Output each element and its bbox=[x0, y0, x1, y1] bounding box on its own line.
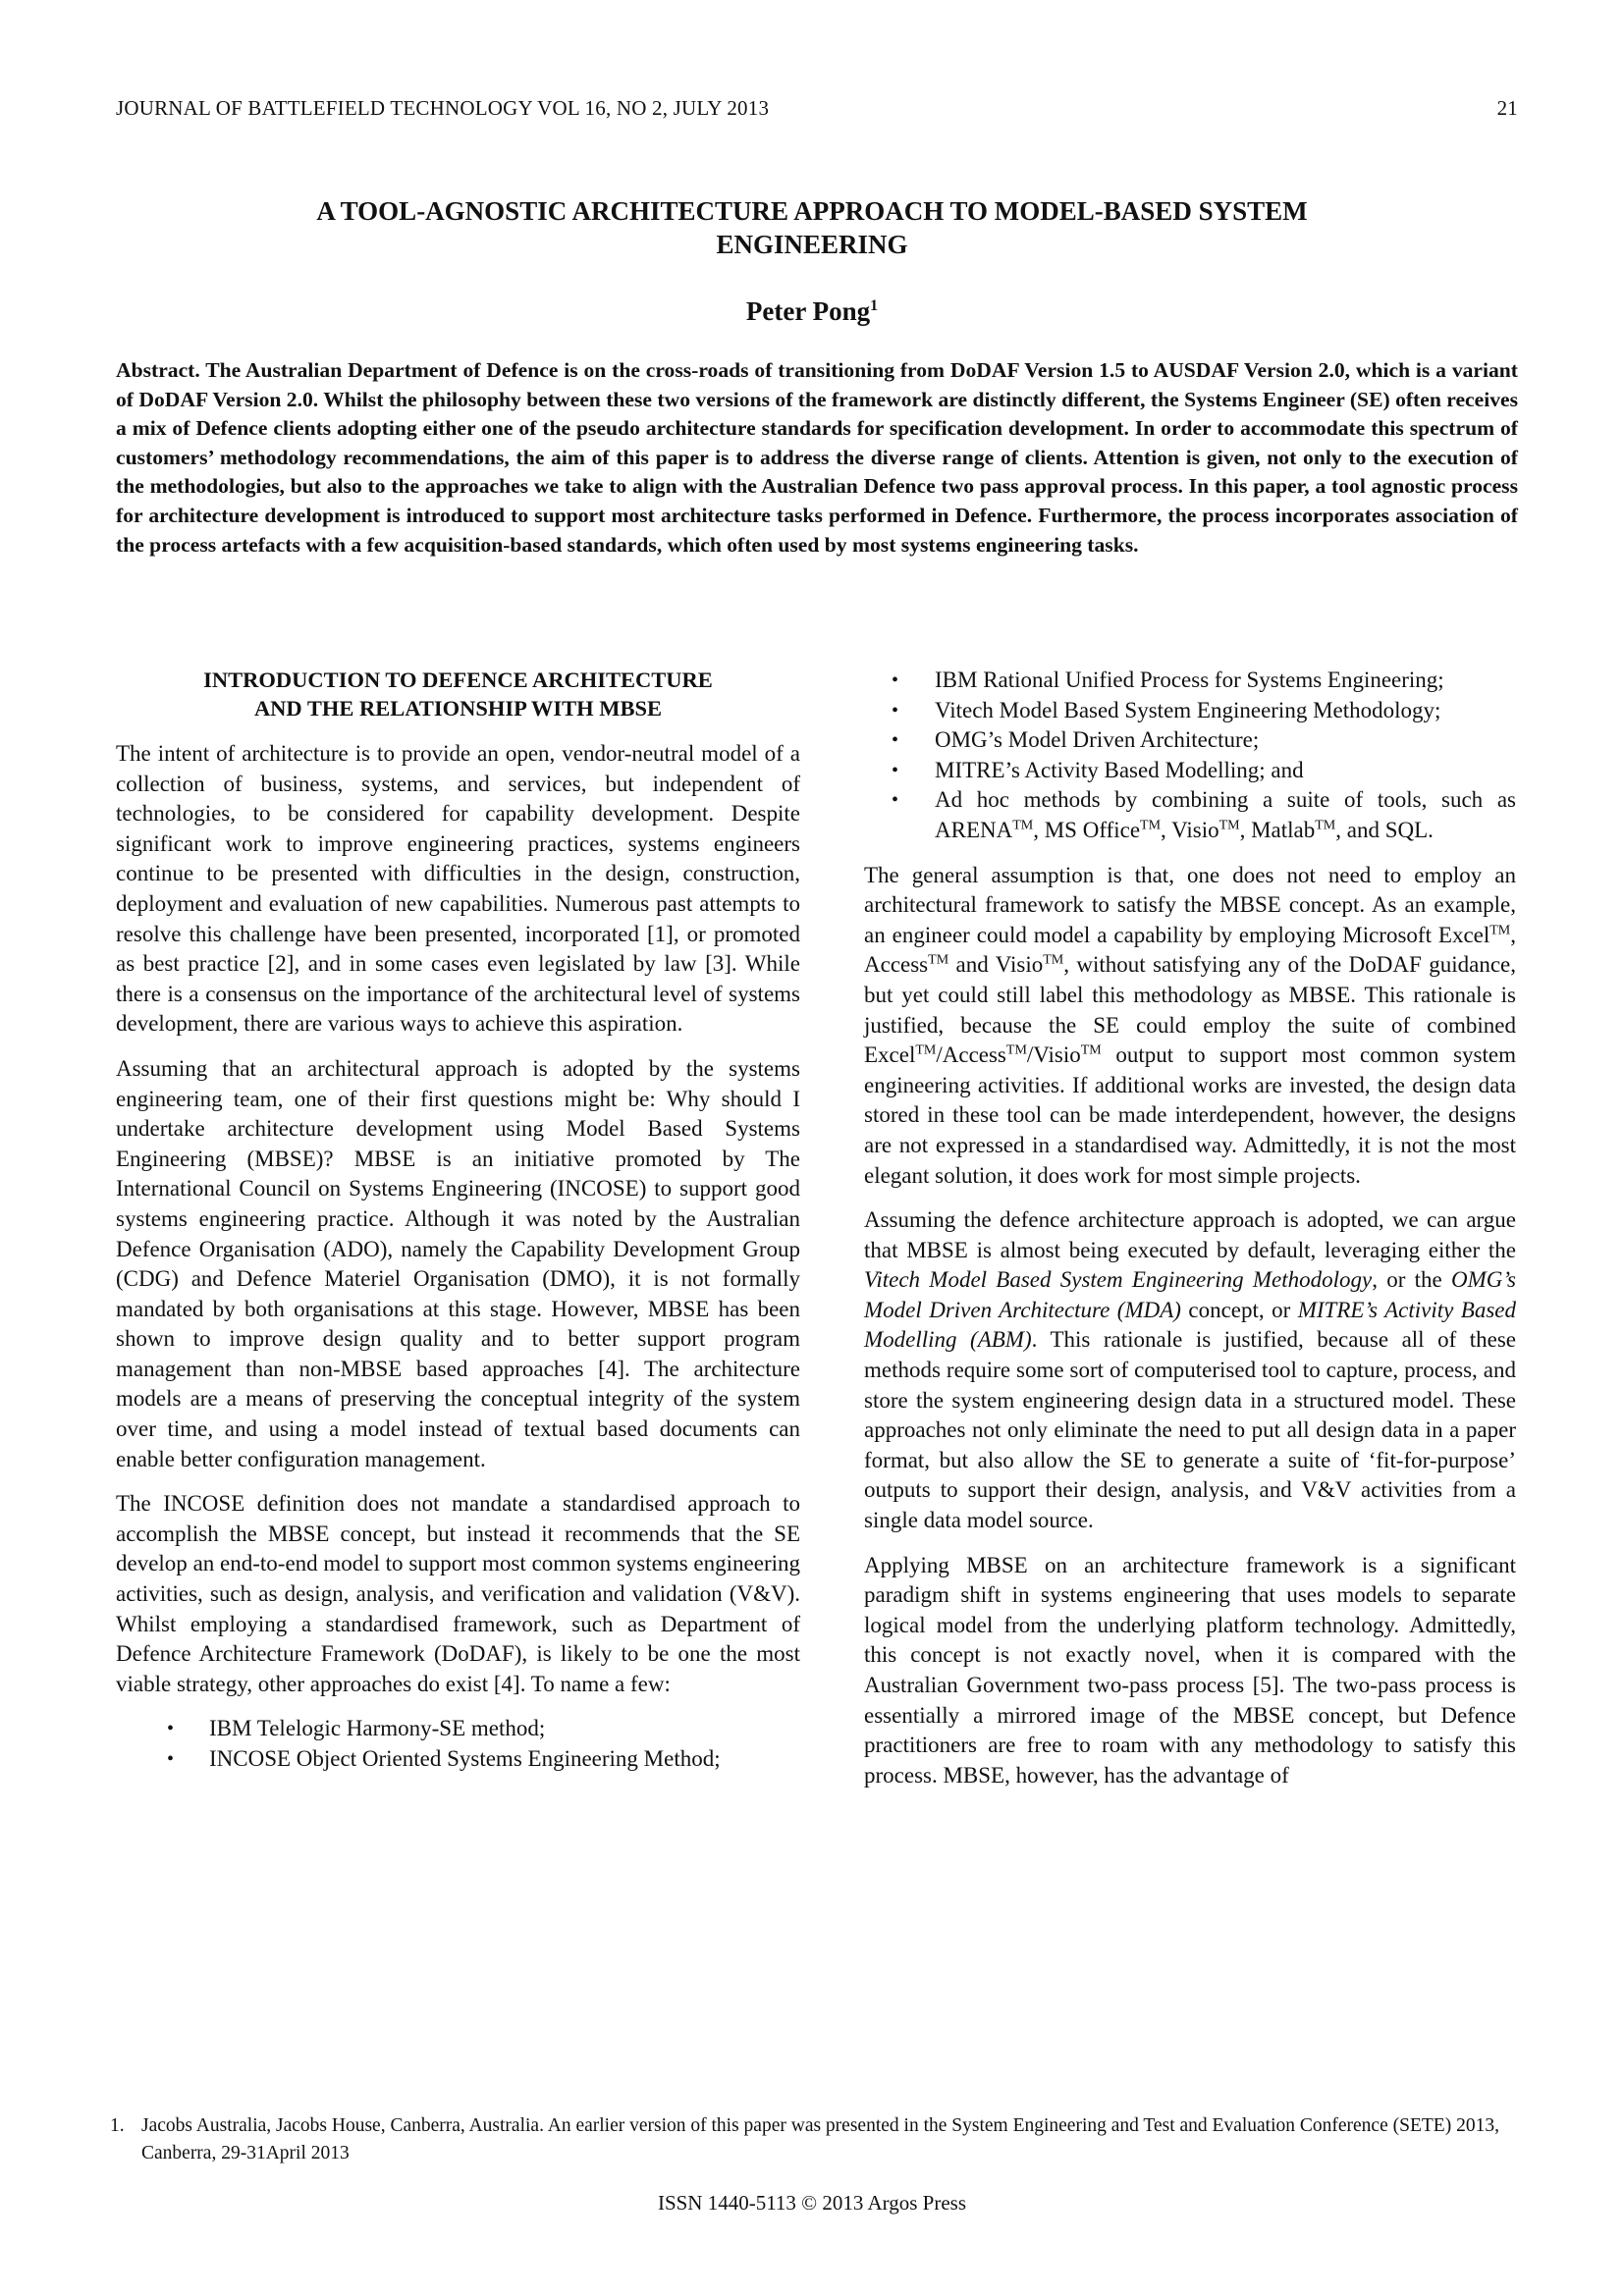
list-item-text: IBM Telelogic Harmony-SE method; bbox=[209, 1716, 546, 1741]
right-column bbox=[864, 666, 1516, 1805]
trademark-mark: TM bbox=[1005, 1042, 1027, 1058]
bullet-icon: • bbox=[892, 669, 899, 691]
trademark-mark: TM bbox=[915, 1042, 937, 1058]
list-item-text: INCOSE Object Oriented Systems Engineering Method; bbox=[209, 1746, 721, 1771]
bullet-icon: • bbox=[167, 1748, 175, 1770]
trademark-mark: TM bbox=[1012, 818, 1034, 833]
page-footer: ISSN 1440-5113 © 2013 Argos Press bbox=[657, 2191, 967, 2215]
methodology-name: Vitech Model Based System Engineering Methodology bbox=[864, 1267, 1373, 1293]
section-heading bbox=[116, 666, 800, 722]
list-item bbox=[116, 1714, 800, 1744]
list-item bbox=[864, 756, 1516, 786]
list-item-text: Ad hoc methods by combining a suite of tools, such as ARENA™, MS Office™, Visio™, Matlab™, and SQL. bbox=[935, 787, 1516, 842]
section-heading-line-1: INTRODUCTION TO DEFENCE ARCHITECTURE bbox=[203, 667, 713, 692]
paragraph: The intent of architecture is to provide an open, vendor-neutral model of a collection of business, systems, and services, but independent of technologies, to be considered for capability development. Despite significant work to improve engineering practices, systems engineers continue to be presented with difficulties in the design, construction, deployment and evaluation of new capabilities. Numerous past attempts to resolve this challenge have been presented, incorporated [1], or promoted as best practice [2], and in some cases even legislated by law [3]. While there is a consensus on the importance of the architectural level of systems development, there are various ways to achieve this aspiration. bbox=[116, 741, 800, 1037]
trademark-mark: TM bbox=[1140, 818, 1162, 833]
list-item bbox=[864, 725, 1516, 756]
trademark-mark: TM bbox=[1315, 818, 1336, 833]
paragraph: Assuming that an architectural approach is adopted by the systems engineering team, one of their first questions might be: Why should I undertake architecture development using Model Based Systems Engineering (MBSE)? MBSE is an initiative promoted by The International Council on Systems Engineering (INCOSE) to support good systems engineering practice. Although it was noted by the Australian Defence Organisation (ADO), namely the Capability Development Group (CDG) and Defence Materiel Organisation (DMO), it is not formally mandated by both organisations at this stage. However, MBSE has been shown to improve design quality and to better support program management than non-MBSE based approaches [4]. The architecture models are a means of preserving the conceptual integrity of the system over time, and using a model instead of textual based documents can enable better configuration management. bbox=[116, 1055, 800, 1471]
paragraph: Applying MBSE on an architecture framework is a significant paradigm shift in systems engineering that uses models to separate logical model from the underlying platform technology. Admittedly, this concept is not exactly novel, when it is compared with the Australian Government two-pass process [5]. The two-pass process is essentially a mirrored image of the MBSE concept, but Defence practitioners are free to roam with any methodology to satisfy this process. MBSE, however, has the advantage of bbox=[864, 1552, 1516, 1788]
methodology-name: MITRE’s Activity Based Modelling (ABM) bbox=[864, 1297, 1516, 1353]
footnote-text: Jacobs Australia, Jacobs House, Canberra, Australia. An earlier version of this paper was presented in the System Engineering and Test and Evaluation Conference (SETE) 2013, Canberra, 29-31April 2013 bbox=[141, 2115, 1499, 2163]
approach-list bbox=[116, 1714, 800, 1774]
bullet-icon: • bbox=[892, 789, 899, 812]
title-line-2: ENGINEERING bbox=[716, 230, 908, 259]
footnote-number: 1. bbox=[110, 2115, 125, 2136]
author-name: Peter Pong bbox=[745, 296, 871, 326]
methodology-name: OMG’s Model Driven Architecture (MDA) bbox=[864, 1267, 1516, 1322]
list-item bbox=[116, 1744, 800, 1775]
title-line-1: A TOOL-AGNOSTIC ARCHITECTURE APPROACH TO MODEL-BASED SYSTEM bbox=[316, 196, 1308, 226]
list-item-text: OMG’s Model Driven Architecture; bbox=[935, 727, 1260, 753]
list-item-text: IBM Rational Unified Process for Systems Engineering; bbox=[935, 667, 1444, 692]
list-item bbox=[864, 785, 1516, 845]
author bbox=[0, 296, 1624, 327]
approach-list-continued bbox=[864, 666, 1516, 846]
paper-title bbox=[157, 194, 1467, 261]
author-footnote-mark: 1 bbox=[870, 297, 879, 314]
trademark-mark: TM bbox=[1043, 952, 1064, 968]
list-item-text: MITRE’s Activity Based Modelling; and bbox=[935, 757, 1304, 782]
paragraph: The general assumption is that, one does not need to employ an architectural framework to satisfy the MBSE concept. As an example, an engineer could model a capability by employing Microsoft Excel™, Access™ and Visio™, without satisfying any of the DoDAF guidance, but yet could still label this methodology as MBSE. This rationale is justified, because the SE could employ the suite of combined Excel™/Access™/Visio™ output to support most common system engineering activities. If additional works are invested, the design data stored in these tool can be made interdependent, however, the designs are not expressed in a standardised way. Admittedly, it is not the most elegant solution, it does work for most simple projects. bbox=[864, 862, 1516, 1188]
journal-name: JOURNAL OF BATTLEFIELD TECHNOLOGY VOL 16, NO 2, JULY 2013 bbox=[116, 96, 770, 120]
trademark-mark: TM bbox=[928, 952, 949, 968]
trademark-mark: TM bbox=[1489, 923, 1511, 938]
list-item-text: Vitech Model Based System Engineering Methodology; bbox=[935, 697, 1441, 722]
running-header bbox=[116, 96, 1518, 121]
abstract: Abstract. The Australian Department of Defence is on the cross-roads of transitioning from DoDAF Version 1.5 to AUSDAF Version 2.0, which is a variant of DoDAF Version 2.0. Whilst the philosophy between these two versions of the framework are distinctly different, the Systems Engineer (SE) often receives a mix of Defence clients adopting either one of the pseudo architecture standards for specification development. In order to accommodate this spectrum of customers’ methodology recommendations, the aim of this paper is to address the diverse range of clients. Attention is given, not only to the execution of the methodologies, but also to the approaches we take to align with the Australian Defence two pass approval process. In this paper, a tool agnostic process for architecture development is introduced to support most architecture tasks performed in Defence. Furthermore, the process incorporates association of the process artefacts with a few acquisition-based standards, which often used by most systems engineering tasks. bbox=[116, 358, 1518, 557]
left-column bbox=[116, 666, 800, 1789]
paragraph: The INCOSE definition does not mandate a standardised approach to accomplish the MBSE concept, but instead it recommends that the SE develop an end-to-end model to support most common systems engineering activities, such as design, analysis, and verification and validation (V&V). Whilst employing a standardised framework, such as Department of Defence Architecture Framework (DoDAF), is likely to be one the most viable strategy, other approaches do exist [4]. To name a few: bbox=[116, 1491, 800, 1696]
trademark-mark: TM bbox=[1218, 818, 1240, 833]
trademark-mark: TM bbox=[1080, 1042, 1102, 1058]
section-heading-line-2: AND THE RELATIONSHIP WITH MBSE bbox=[253, 696, 663, 721]
bullet-icon: • bbox=[167, 1718, 175, 1740]
list-item bbox=[864, 666, 1516, 696]
footnote bbox=[110, 2112, 1518, 2167]
bullet-icon: • bbox=[892, 729, 899, 752]
page-number: 21 bbox=[1496, 96, 1518, 120]
bullet-icon: • bbox=[892, 699, 899, 721]
paragraph: Assuming the defence architecture approach is adopted, we can argue that MBSE is almost being executed by default, leveraging either the Vitech Model Based System Engineering Methodology, or the OMG’s Model Driven Architecture (MDA) concept, or MITRE’s Activity Based Modelling (ABM). This rationale is justified, because all of these methods require some sort of computerised tool to capture, process, and store the system engineering design data in a structured model. These approaches not only eliminate the need to put all design data in a paper format, but also allow the SE to generate a suite of ‘fit-for-purpose’ outputs to support their design, analysis, and V&V activities from a single data model source. bbox=[864, 1207, 1516, 1533]
bullet-icon: • bbox=[892, 759, 899, 781]
list-item bbox=[864, 696, 1516, 726]
